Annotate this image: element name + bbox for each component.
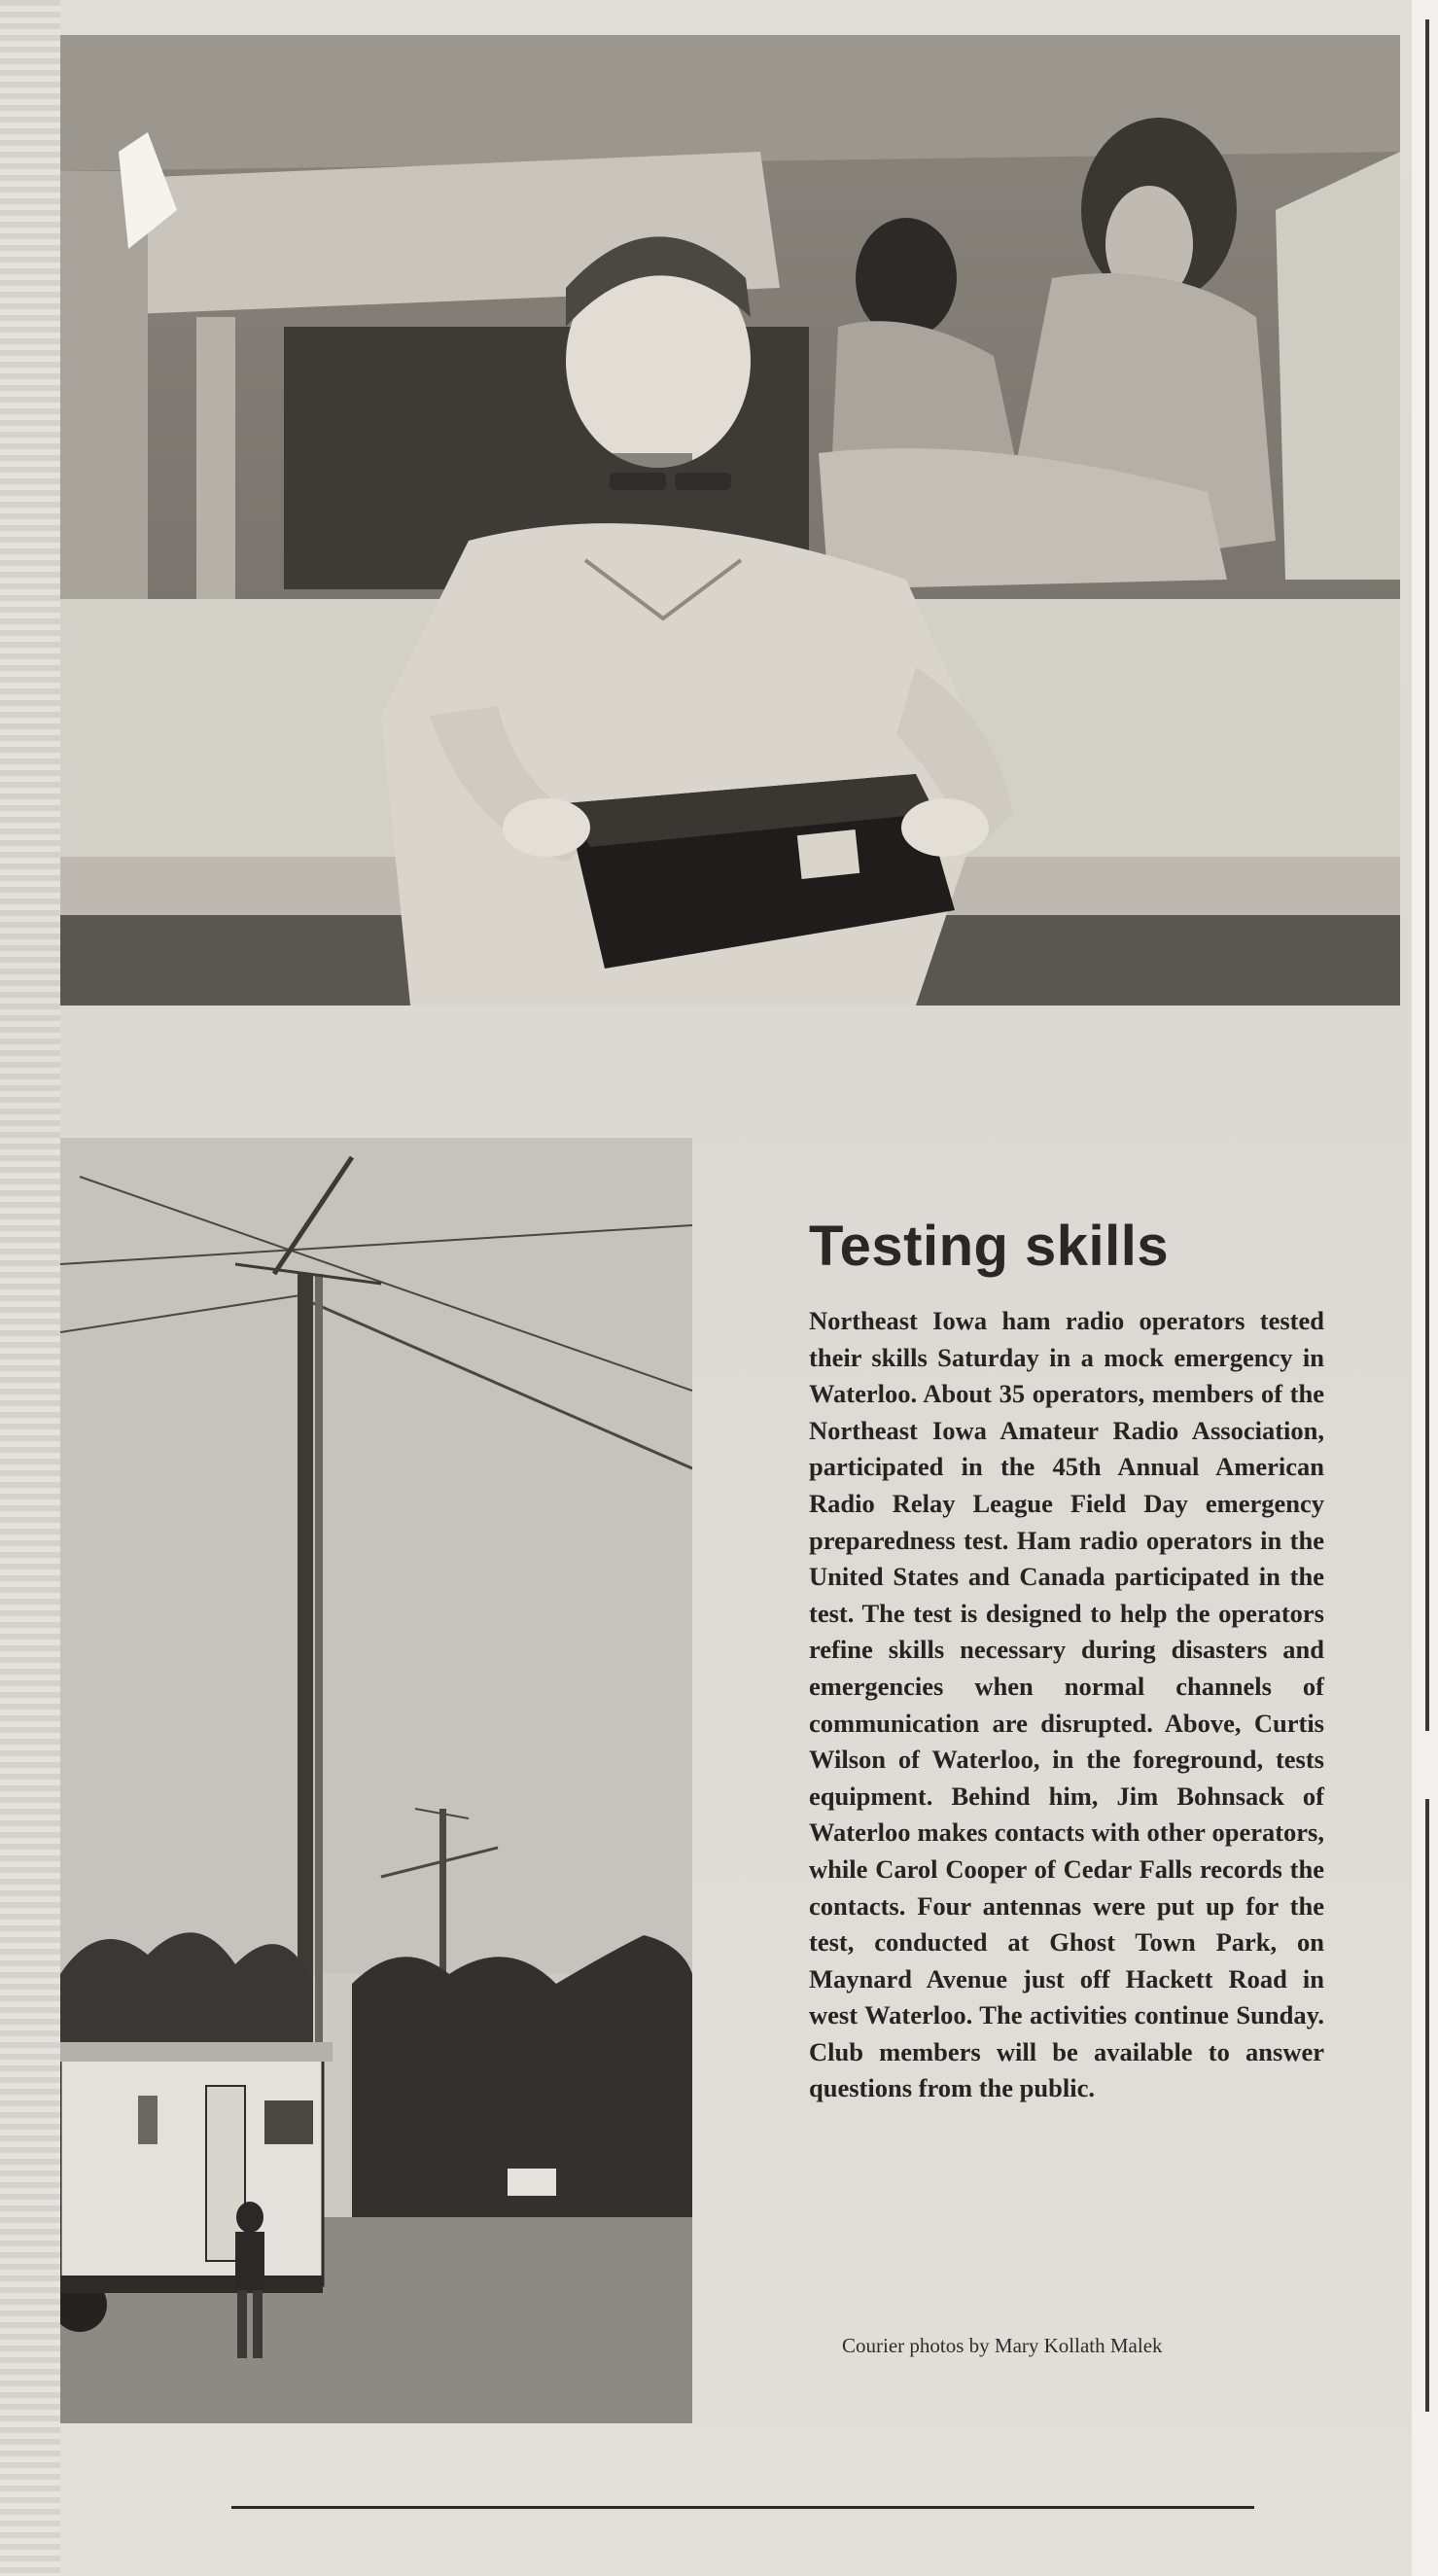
article-body: Northeast Iowa ham radio operators tested their skills Saturday in a mock emergency in Waterloo. About 35 operators, members of the Northeast Iowa Amateur Radio Association, participated in the 45th Annual American Radio Relay League Field Day emergency preparedness test. Ham radio operators in the United States and Canada participated in the test. The test is designed to help the operators refine skills necessary during disasters and emergencies when normal channels of communication are disrupted. Above, Curtis Wilson of Waterloo, in the foreground, tests equipment. Behind him, Jim Bohnsack of Waterloo makes contacts with other operators, while Carol Cooper of Cedar Falls records the contacts. Four antennas were put up for the test, conducted at Ghost Town Park, on Maynard Avenue just off Hackett Road in west Waterloo. The activities continue Sunday. Club members will be available to answer questions from the public.	[809, 1306, 1324, 2103]
photo-radio-operators	[60, 35, 1400, 1006]
photo-antennas	[60, 1138, 692, 2423]
bottom-divider	[231, 2506, 1254, 2509]
article-headline: Testing skills	[809, 1215, 1170, 1278]
column-rule	[1425, 19, 1429, 1731]
photo-credit: Courier photos by Mary Kollath Malek	[842, 2334, 1163, 2357]
column-rule-lower	[1425, 1799, 1429, 2412]
torn-edge	[0, 0, 60, 2576]
